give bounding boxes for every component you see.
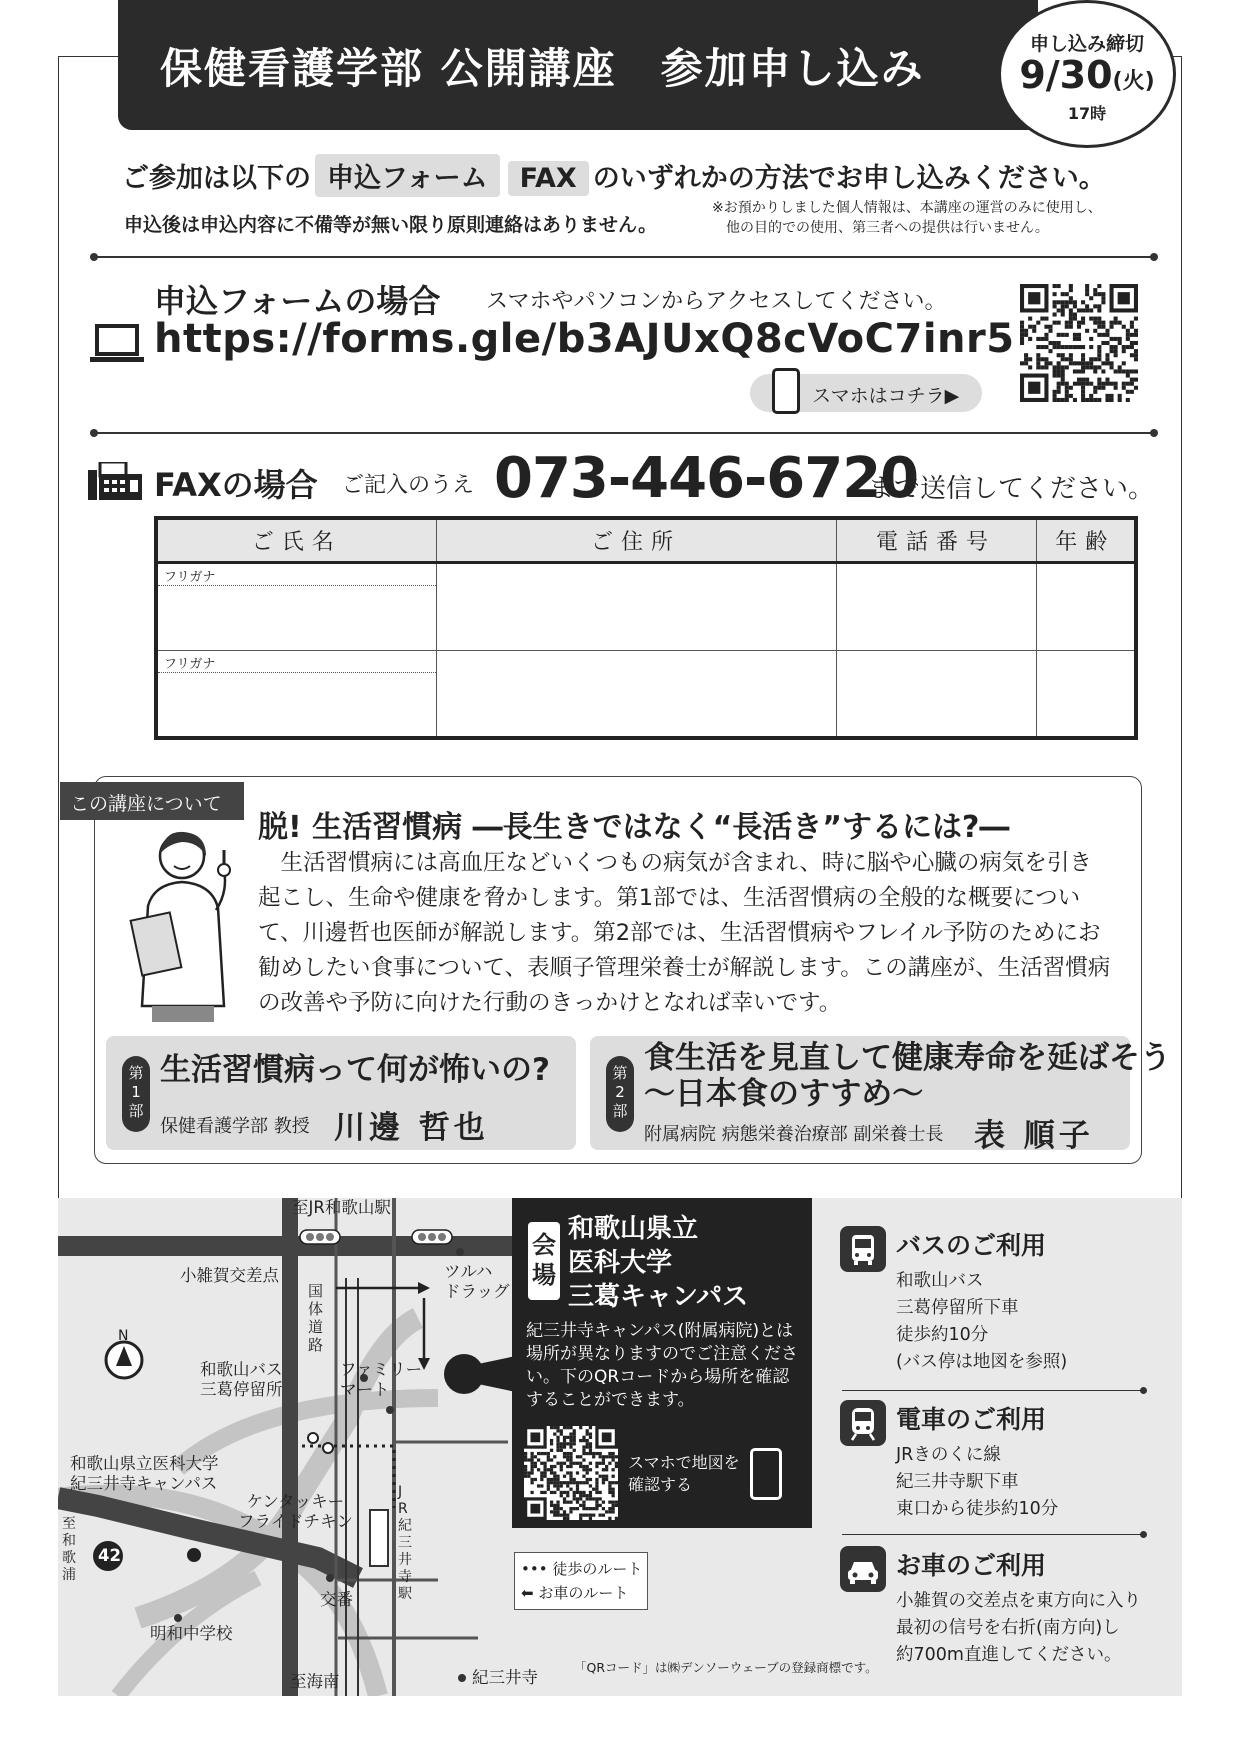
fax-mid-text: ご記入のうえ <box>342 473 475 498</box>
legend-car: ⬅ お車のルート <box>521 1584 629 1602</box>
header-phone: 電話番号 <box>836 518 1036 562</box>
furigana-label: フリガナ <box>158 651 436 673</box>
form-subtext: スマホやパソコンからアクセスしてください。 <box>486 289 947 314</box>
fax-number: 073-446-6720 <box>494 446 919 511</box>
to-wakaura-label: 至 和 歌 浦 <box>62 1516 76 1583</box>
part-2-card <box>590 1036 1171 1154</box>
access-heading: バスのご利用 <box>896 1231 1047 1260</box>
legend-walk: ••• 徒歩のルート <box>521 1560 643 1578</box>
family-mart-label: ファミリー マート <box>340 1360 423 1399</box>
smartphone-label: スマホはコチラ▶ <box>812 385 960 407</box>
national-road-label: 国 体 道 路 <box>308 1282 324 1354</box>
fax-application-table <box>154 516 1138 740</box>
address-cell[interactable] <box>436 562 836 650</box>
to-kainan-label: 至海南 <box>290 1672 340 1691</box>
nurse-illustration-icon <box>124 826 244 1026</box>
form-url-link[interactable]: https://forms.gle/b3AJUxQ8cVoC7inr5 <box>154 316 1015 362</box>
speaker-affiliation: 附属病院 病態栄養治療部 副栄養士長 <box>644 1124 944 1145</box>
venue-note: 紀三井寺キャンパス(附属病院)とは場所が異なりますのでご注意ください。下のQRコードから場所を確認することができます。 <box>526 1321 798 1410</box>
speaker-name: 川邊 哲也 <box>334 1110 489 1146</box>
bus-icon <box>840 1226 886 1272</box>
phone-cell[interactable] <box>836 562 1036 650</box>
divider <box>842 1390 1144 1391</box>
smartphone-icon <box>772 368 800 414</box>
divider <box>92 256 1156 258</box>
car-icon <box>840 1546 886 1592</box>
form-heading: 申込フォームの場合 <box>154 282 441 320</box>
train-icon <box>840 1400 886 1446</box>
age-cell[interactable] <box>1036 562 1136 650</box>
page-title: 保健看護学部 公開講座 参加申し込み <box>160 44 925 93</box>
header-age: 年齢 <box>1036 518 1136 562</box>
laptop-icon <box>90 324 144 364</box>
divider <box>92 432 1156 434</box>
access-body: 小雑賀の交差点を東方向に入り 最初の信号を右折(南方向)し 約700m直進してください。 <box>896 1591 1141 1665</box>
venue-box <box>512 1198 812 1528</box>
map-legend <box>514 1552 648 1610</box>
age-cell[interactable] <box>1036 650 1136 738</box>
access-body: 和歌山バス 三葛停留所下車 徒歩約10分 (バス停は地図を参照) <box>896 1271 1068 1372</box>
table-row <box>156 650 1136 738</box>
intro-line: ご参加は以下の 申込フォーム FAX のいずれかの方法でお申し込みください。 <box>122 154 1106 197</box>
name-cell[interactable] <box>156 650 436 738</box>
chip-form: 申込フォーム <box>315 154 500 197</box>
deadline-date: 9/30(火) <box>1019 53 1155 97</box>
deadline-badge <box>998 0 1176 148</box>
table-row <box>156 562 1136 650</box>
header-name: ご氏名 <box>156 518 436 562</box>
part-badge: 第 1 部 <box>122 1056 150 1132</box>
map-qr-text: スマホで地図を 確認する <box>628 1453 740 1494</box>
speaker-name: 表 順子 <box>974 1118 1094 1154</box>
part-1-card <box>106 1036 576 1150</box>
kfc-label: ケンタッキー フライドチキン <box>238 1492 353 1531</box>
chip-fax: FAX <box>508 161 589 196</box>
kimiidera-campus-label: 和歌山県立医科大学 紀三井寺キャンパス <box>70 1454 219 1493</box>
access-heading: 電車のご利用 <box>896 1405 1047 1434</box>
divider <box>842 1534 1144 1535</box>
trademark-note: 「QRコード」は㈱デンソーウェーブの登録商標です。 <box>574 1660 878 1675</box>
route-42-label: 42 <box>98 1546 121 1565</box>
privacy-note: ※お預かりしました個人情報は、本講座の運営のみに使用し、 他の目的での使用、第三者への提供は行いません。 <box>712 200 1102 236</box>
furigana-label: フリガナ <box>158 564 436 586</box>
lecture-title: 脱! 生活習慣病 ―長生きではなく“長活き”するには?― <box>258 810 1010 845</box>
tsuruha-label: ツルハ ドラッグ <box>444 1262 510 1301</box>
venue-badge: 会 場 <box>528 1222 560 1300</box>
phone-cell[interactable] <box>836 650 1036 738</box>
access-body: JRきのくに線 紀三井寺駅下車 東口から徒歩約10分 <box>896 1445 1059 1519</box>
to-jr-label: 至JR和歌山駅 <box>292 1198 391 1217</box>
kimiidera-label: 紀三井寺 <box>472 1668 538 1687</box>
lecture-description: 生活習慣病には高血圧などいくつもの病気が含まれ、時に脳や心臓の病気を引き起こし、生命や健康を脅かします。第1部では、生活習慣病の全般的な概要について、川邊哲也医師が解説します。第2部では、生活習慣病やフレイル予防のためにお勧めしたい食事について、表順子管理栄養士が解説します。この講座が、生活習慣病の改善や予防に向けた行動のきっかけとなれば幸いです。 <box>258 850 1111 1016</box>
part-title: 食生活を見直して健康寿命を延ばそう 〜日本食のすすめ〜 <box>644 1040 1171 1112</box>
part-badge: 第 2 部 <box>606 1056 634 1132</box>
kozaika-label: 小雑賀交差点 <box>180 1266 279 1285</box>
meiwa-label: 明和中学校 <box>150 1624 233 1643</box>
koban-label: 交番 <box>320 1590 353 1609</box>
fax-icon <box>88 462 142 500</box>
address-cell[interactable] <box>436 650 836 738</box>
jr-station-label: J R 紀 三 井 寺 駅 <box>398 1484 412 1602</box>
header-address: ご住所 <box>436 518 836 562</box>
about-tab: この講座について <box>60 782 244 820</box>
name-cell[interactable] <box>156 562 436 650</box>
fax-heading: FAXの場合 <box>154 466 318 504</box>
north-label: N <box>118 1328 129 1344</box>
bus-stop-label: 和歌山バス 三葛停留所 <box>200 1360 283 1399</box>
deadline-time: 17時 <box>1067 104 1107 123</box>
venue-name: 和歌山県立 医科大学 三葛キャンパス <box>568 1214 749 1312</box>
fax-end-text: まで送信してください。 <box>868 474 1155 504</box>
deadline-label: 申し込み締切 <box>1029 33 1144 55</box>
speaker-affiliation: 保健看護学部 教授 <box>160 1116 310 1137</box>
access-heading: お車のご利用 <box>896 1551 1047 1580</box>
smartphone-button[interactable] <box>750 374 982 412</box>
map-qr-code[interactable] <box>524 1426 618 1520</box>
smartphone-icon <box>750 1448 782 1500</box>
form-qr-code[interactable] <box>1020 284 1138 402</box>
part-title: 生活習慣病って何が怖いの? <box>160 1052 550 1088</box>
contact-note: 申込後は申込内容に不備等が無い限り原則連絡はありません。 <box>124 214 658 236</box>
